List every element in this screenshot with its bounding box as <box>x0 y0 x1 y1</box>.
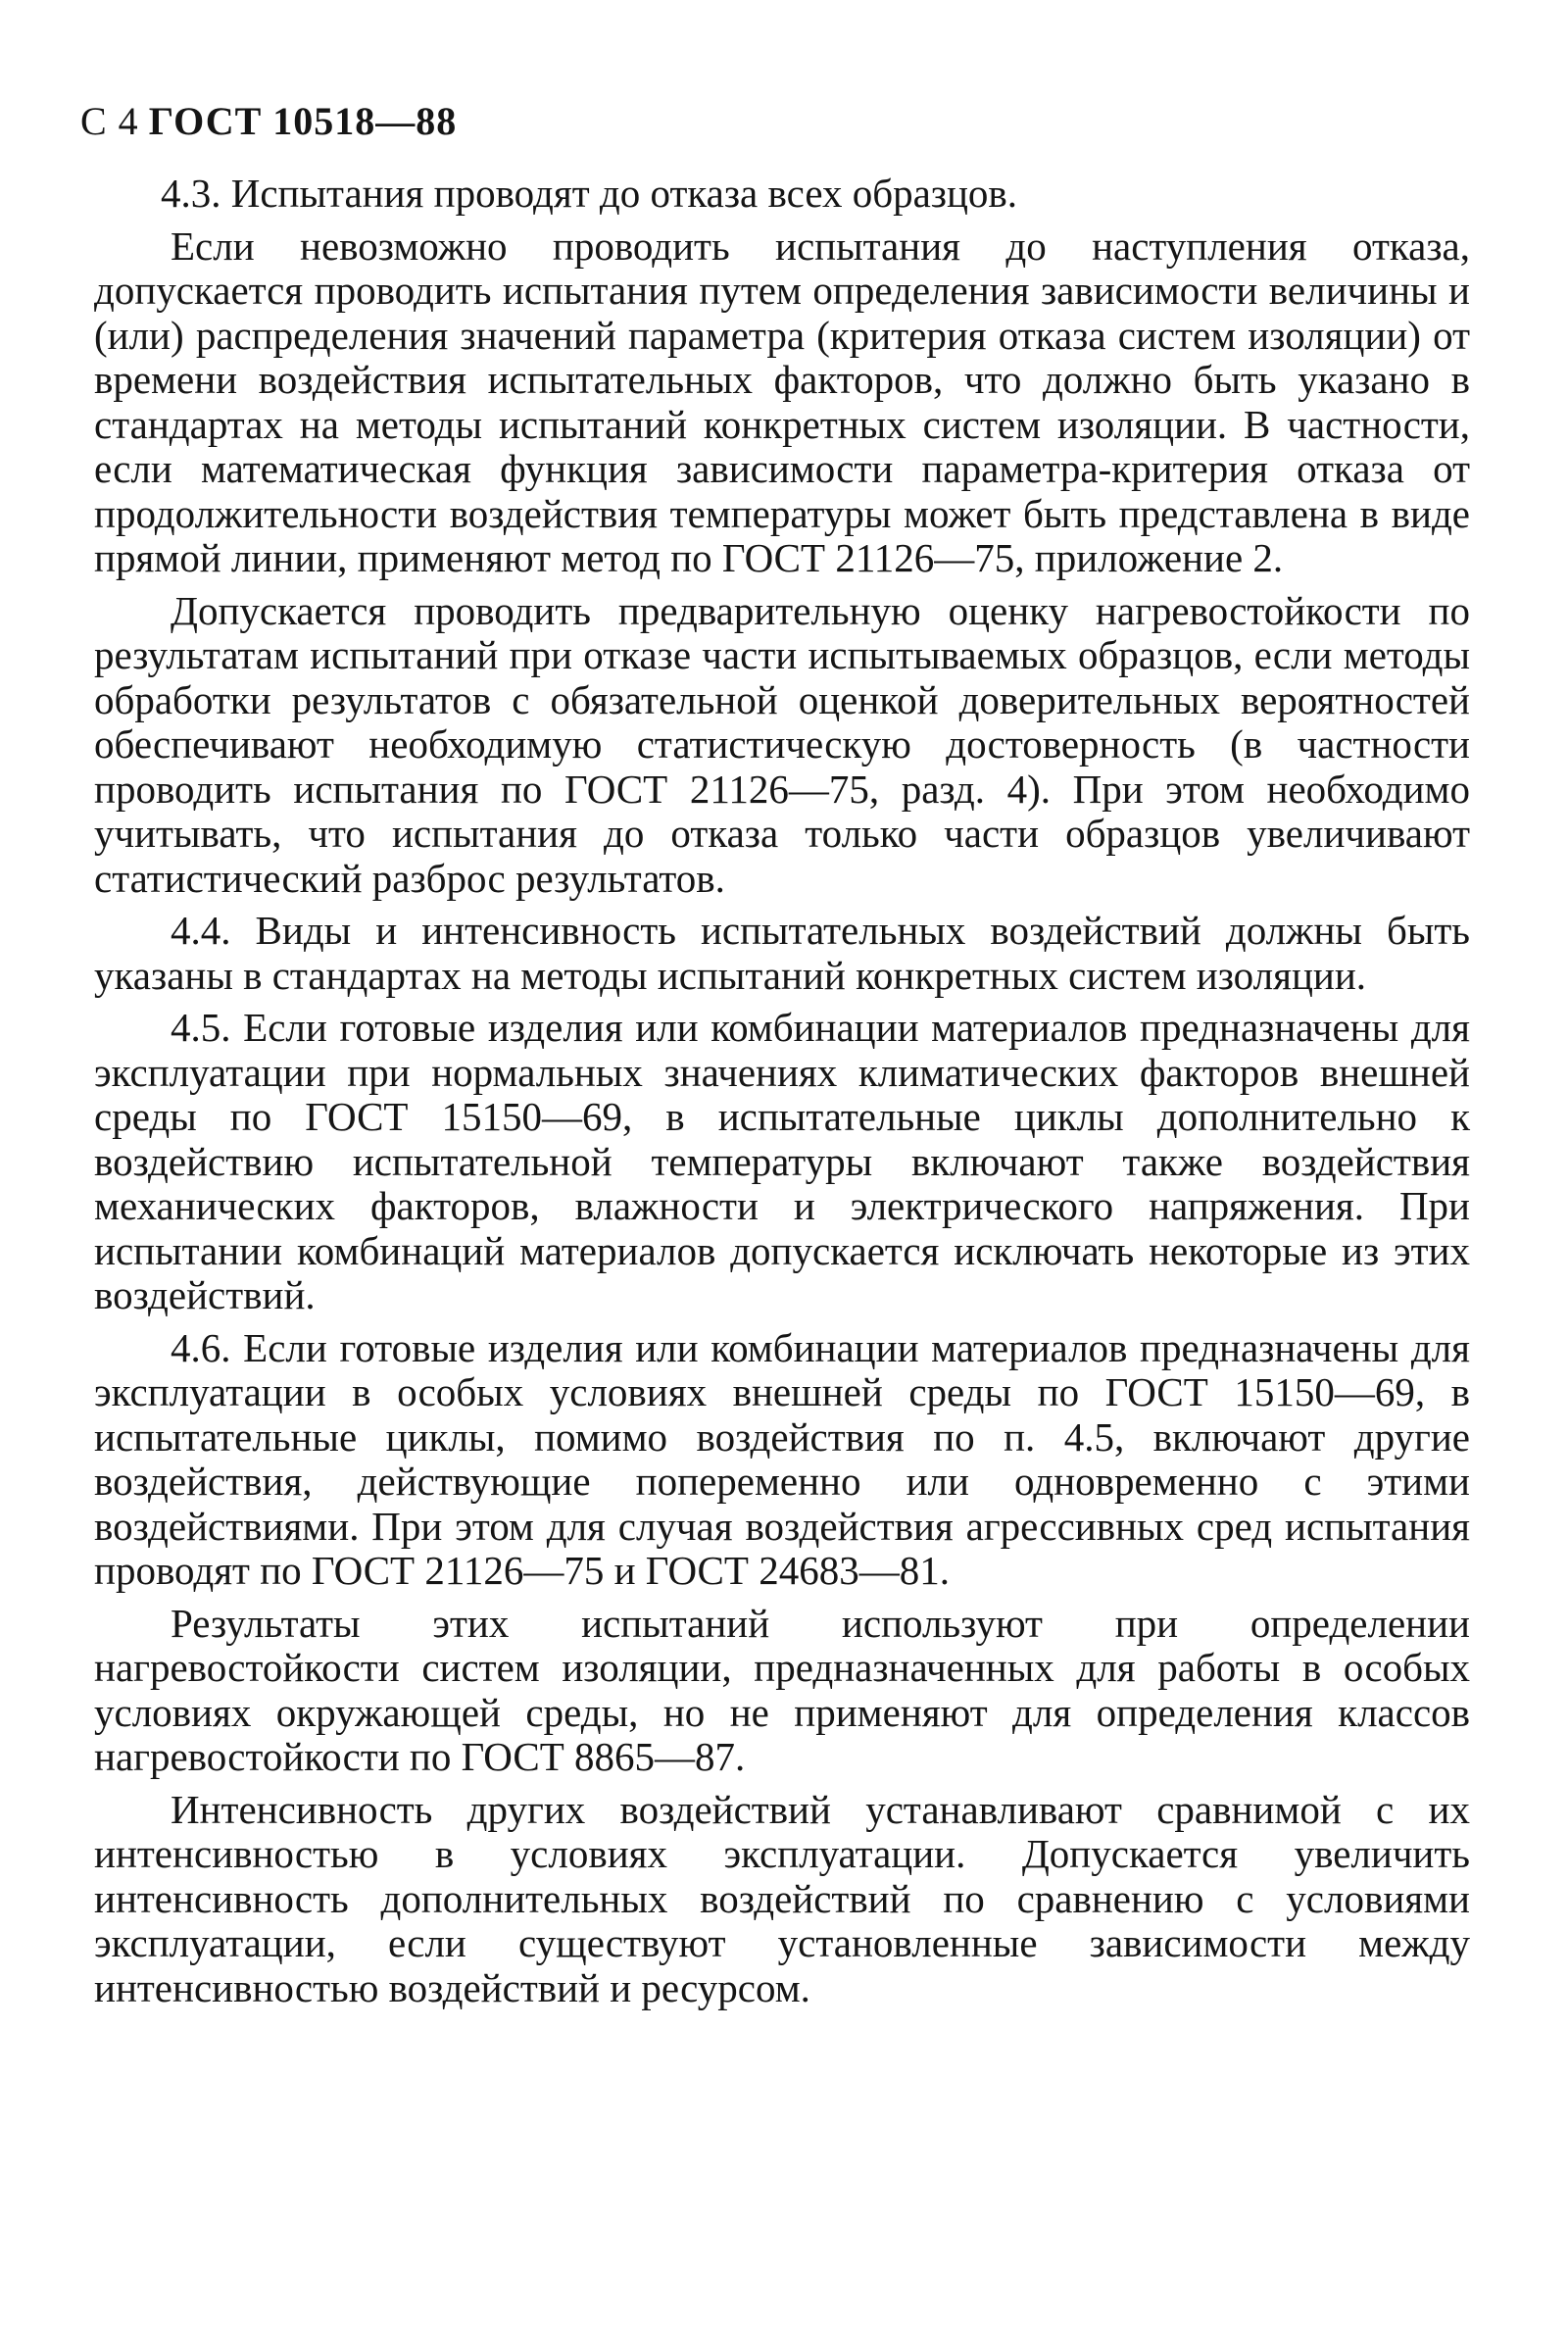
clause-4-3: 4.3. Испытания проводят до отказа всех образцов. <box>161 171 1018 216</box>
paragraph-intensity: Интенсивность других воздействий устанавливают сравнимой с их интенсивностью в условиях эксплуатации. Допускается увеличить интенсивность дополнительных воздействий по сравнению с условиями эксплуатации, если существуют установленные зависимости между интенсивностью воздействий и ресурсом. <box>94 1786 1470 2010</box>
clause-4-6: 4.6. Если готовые изделия или комбинации материалов предназначены для эксплуатации в особых условиях внешней среды по ГОСТ 15150—69, в испытательные циклы, помимо воздействия по п. 4.5, включают другие воздействия, действующие попеременно или одновременно с этими воздействиями. При этом для случая воздействия агрессивных сред испытания проводят по ГОСТ 21126—75 и ГОСТ 24683—81. <box>94 1324 1470 1593</box>
page-header <box>80 98 457 144</box>
page-number: С 4 <box>80 99 139 143</box>
paragraph-preliminary-assessment: Допускается проводить предварительную оценку нагревостойкости по результатам испытаний при отказе части испытываемых образцов, если методы обработки результатов с обязательной оценкой доверительных вероятностей обеспечивают необходимую статистическую достоверность (в частности проводить испытания по ГОСТ 21126—75, разд. 4). При этом необходимо учитывать, что испытания до отказа только части образцов увеличивают статистический разброс результатов. <box>94 587 1470 901</box>
paragraph-alternative-testing: Если невозможно проводить испытания до наступления отказа, допускается проводить испытания путем определения зависимости величины и (или) распределения значений параметра (критерия отказа систем изоляции) от времени воздействия испытательных факторов, что должно быть указано в стандартах на методы испытаний конкретных систем изоляции. В частности, если математическая функция зависимости параметра-критерия отказа от продолжительности воздействия температуры может быть представлена в виде прямой линии, применяют метод по ГОСТ 21126—75, приложение 2. <box>94 223 1470 580</box>
clause-4-4: 4.4. Виды и интенсивность испытательных воздействий должны быть указаны в стандартах на методы испытаний конкретных систем изоляции. <box>94 908 1470 998</box>
clause-4-5: 4.5. Если готовые изделия или комбинации материалов предназначены для эксплуатации при нормальных значениях климатических факторов внешней среды по ГОСТ 15150—69, в испытательные циклы дополнительно к воздействию испытательной температуры включают также воздействия механических факторов, влажности и электрического напряжения. При испытании комбинаций материалов допускается исключать некоторые из этих воздействий. <box>94 1005 1470 1317</box>
standard-designation: ГОСТ 10518—88 <box>148 99 458 143</box>
paragraph-results-usage: Результаты этих испытаний используют при определении нагревостойкости систем изоляции, предназначенных для работы в особых условиях окружающей среды, но не применяют для определения классов нагревостойкости по ГОСТ 8865—87. <box>94 1600 1470 1779</box>
document-body <box>94 172 1470 2018</box>
